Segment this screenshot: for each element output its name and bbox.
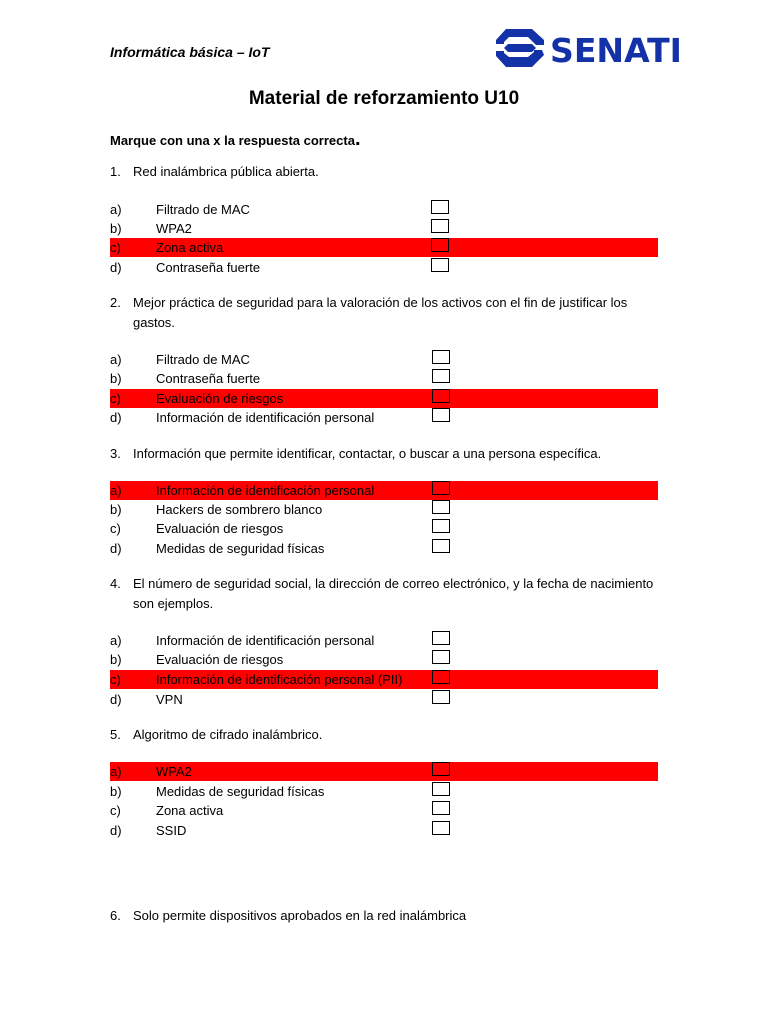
option-1-a — [110, 200, 658, 219]
answer-checkbox[interactable] — [432, 670, 450, 684]
option-text: Zona activa — [156, 803, 224, 818]
option-5-d — [110, 821, 658, 840]
answer-checkbox[interactable] — [432, 801, 450, 815]
question-number: 5. — [110, 727, 121, 742]
option-letter: d) — [110, 692, 122, 707]
option-letter: a) — [110, 633, 122, 648]
logo-text: SENATI — [550, 31, 682, 70]
option-5-c — [110, 801, 658, 820]
answer-checkbox[interactable] — [432, 369, 450, 383]
option-text: Información de identificación personal — [156, 483, 375, 498]
option-2-b — [110, 369, 658, 388]
answer-checkbox[interactable] — [432, 481, 450, 495]
option-letter: d) — [110, 541, 122, 556]
question-number: 4. — [110, 576, 121, 591]
answer-checkbox[interactable] — [431, 258, 449, 272]
option-3-d — [110, 539, 658, 558]
answer-checkbox[interactable] — [432, 690, 450, 704]
option-text: Zona activa — [156, 240, 224, 255]
option-2-d — [110, 408, 658, 427]
question-1 — [110, 162, 670, 182]
answer-checkbox[interactable] — [432, 389, 450, 403]
question-2 — [110, 293, 670, 333]
answer-checkbox[interactable] — [431, 238, 449, 252]
instruction-text: Marque con una x la respuesta correcta — [110, 133, 355, 148]
header-subject: Informática básica – IoT — [110, 44, 270, 60]
option-text: WPA2 — [156, 764, 192, 779]
option-text: WPA2 — [156, 221, 192, 236]
option-2-c — [110, 389, 658, 408]
question-number: 6. — [110, 908, 121, 923]
option-text: SSID — [156, 823, 187, 838]
option-letter: c) — [110, 240, 121, 255]
answer-checkbox[interactable] — [432, 631, 450, 645]
option-4-c — [110, 670, 658, 689]
option-4-d — [110, 690, 658, 709]
option-text: Evaluación de riesgos — [156, 521, 284, 536]
option-letter: d) — [110, 823, 122, 838]
option-1-b — [110, 219, 658, 238]
answer-checkbox[interactable] — [432, 821, 450, 835]
question-text: Información que permite identificar, contactar, o buscar a una persona específica. — [133, 446, 602, 461]
option-5-b — [110, 782, 658, 801]
option-letter: b) — [110, 652, 122, 667]
option-text: Contraseña fuerte — [156, 260, 261, 275]
option-letter: d) — [110, 410, 122, 425]
question-text: Solo permite dispositivos aprobados en la red inalámbrica — [133, 908, 467, 923]
answer-checkbox[interactable] — [432, 500, 450, 514]
option-text: VPN — [156, 692, 183, 707]
option-text: Información de identificación personal — [156, 410, 375, 425]
question-text: Mejor práctica de seguridad para la valoración de los activos con el fin de justificar los gastos. — [133, 295, 628, 330]
option-1-c — [110, 238, 658, 257]
option-letter: a) — [110, 483, 122, 498]
option-letter: a) — [110, 764, 122, 779]
option-text: Hackers de sombrero blanco — [156, 502, 323, 517]
question-number: 2. — [110, 295, 121, 310]
option-text: Medidas de seguridad físicas — [156, 541, 325, 556]
option-letter: b) — [110, 784, 122, 799]
question-3 — [110, 444, 670, 464]
option-letter: d) — [110, 260, 122, 275]
senati-logo-icon — [496, 29, 544, 67]
answer-checkbox[interactable] — [432, 650, 450, 664]
option-letter: a) — [110, 352, 122, 367]
option-letter: a) — [110, 202, 122, 217]
option-letter: c) — [110, 391, 121, 406]
question-text: El número de seguridad social, la dirección de correo electrónico, y la fecha de nacimiento son ejemplos. — [133, 576, 654, 611]
answer-checkbox[interactable] — [432, 350, 450, 364]
option-letter: b) — [110, 502, 122, 517]
option-4-a — [110, 631, 658, 650]
option-letter: b) — [110, 371, 122, 386]
option-letter: c) — [110, 803, 121, 818]
answer-checkbox[interactable] — [432, 782, 450, 796]
question-number: 1. — [110, 164, 121, 179]
question-5 — [110, 725, 670, 745]
question-text: Algoritmo de cifrado inalámbrico. — [133, 727, 323, 742]
option-text: Información de identificación personal — [156, 633, 375, 648]
option-text: Filtrado de MAC — [156, 202, 250, 217]
answer-checkbox[interactable] — [431, 200, 449, 214]
option-1-d — [110, 258, 658, 277]
option-5-a — [110, 762, 658, 781]
option-3-c — [110, 519, 658, 538]
option-4-b — [110, 650, 658, 669]
option-letter: c) — [110, 521, 121, 536]
question-text: Red inalámbrica pública abierta. — [133, 164, 319, 179]
senati-logo — [492, 26, 684, 70]
option-text: Evaluación de riesgos — [156, 652, 284, 667]
question-number: 3. — [110, 446, 121, 461]
page-title: Material de reforzamiento U10 — [248, 88, 520, 109]
option-2-a — [110, 350, 658, 369]
answer-checkbox[interactable] — [432, 408, 450, 422]
answer-checkbox[interactable] — [431, 219, 449, 233]
option-3-b — [110, 500, 658, 519]
option-letter: b) — [110, 221, 122, 236]
option-letter: c) — [110, 672, 121, 687]
option-3-a — [110, 481, 658, 500]
question-4 — [110, 574, 670, 614]
answer-checkbox[interactable] — [432, 762, 450, 776]
answer-checkbox[interactable] — [432, 519, 450, 533]
option-text: Contraseña fuerte — [156, 371, 261, 386]
answer-checkbox[interactable] — [432, 539, 450, 553]
option-text: Medidas de seguridad físicas — [156, 784, 325, 799]
question-6 — [110, 906, 670, 926]
option-text: Información de identificación personal (PII) — [156, 672, 403, 687]
option-text: Filtrado de MAC — [156, 352, 250, 367]
option-text: Evaluación de riesgos — [156, 391, 284, 406]
instruction: Marque con una x la respuesta correcta. — [110, 128, 361, 150]
